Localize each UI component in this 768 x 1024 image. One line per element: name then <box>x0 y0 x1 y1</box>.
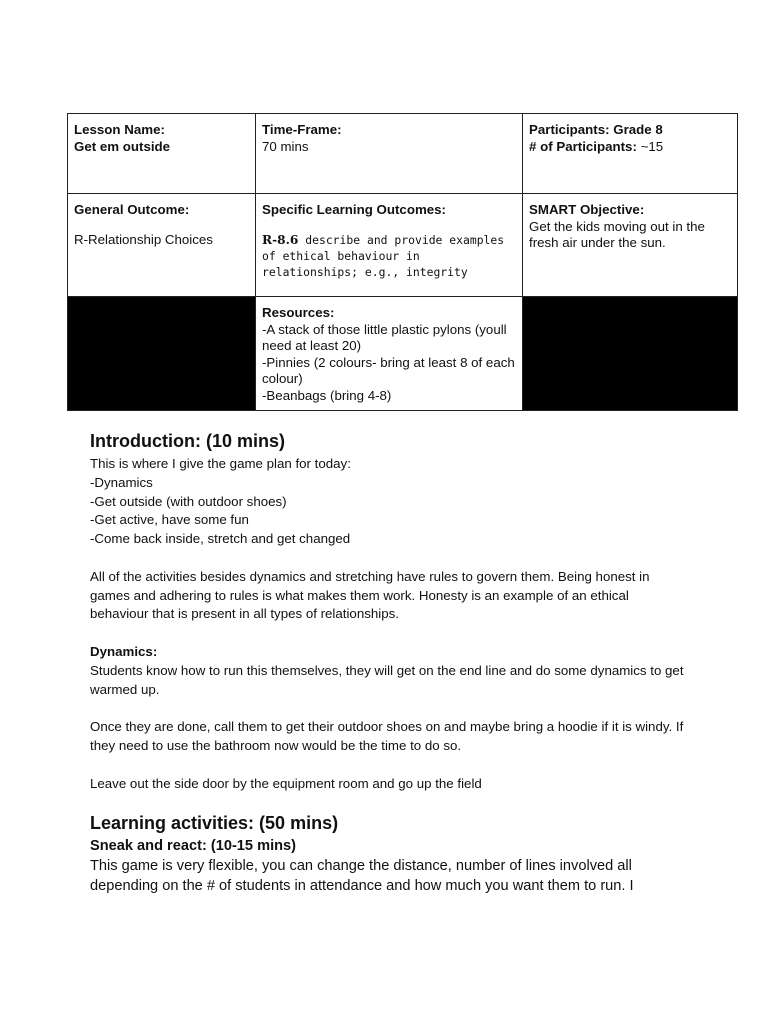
num-participants-value: ~15 <box>636 138 664 154</box>
slo-label: Specific Learning Outcomes: <box>262 202 446 217</box>
lesson-name-cell <box>68 114 256 194</box>
introduction-section <box>90 429 690 793</box>
time-frame-cell <box>256 114 523 194</box>
slo-description: describe and provide examples of ethical behaviour in relationships; e.g., integrity <box>262 232 505 279</box>
slo-cell <box>256 194 523 297</box>
outdoor-shoes-paragraph: Once they are done, call them to get their outdoor shoes on and maybe bring a hoodie if it is windy. If they need to use the bathroom now would be the time to do so. <box>90 719 684 753</box>
resources-label: Resources: <box>262 305 335 320</box>
sneak-react-heading: Sneak and react: (10-15 mins) <box>90 838 297 854</box>
resources-cell <box>256 297 523 411</box>
participants-label: Participants: Grade 8 <box>529 122 663 137</box>
smart-objective-cell <box>523 194 738 297</box>
blank-black-cell <box>68 297 256 411</box>
learning-heading: Learning activities: (50 mins) <box>90 813 339 833</box>
lesson-name-value: Get em outside <box>74 138 171 154</box>
smart-objective-label: SMART Objective: <box>529 202 645 217</box>
participants-cell <box>523 114 738 194</box>
time-frame-value: 70 mins <box>262 138 309 154</box>
lesson-name-label: Lesson Name: <box>74 122 165 137</box>
lesson-plan-table <box>67 113 738 411</box>
general-outcome-cell <box>68 194 256 297</box>
table-row <box>68 194 738 297</box>
learning-activities-section <box>90 811 690 896</box>
resource-item: -Pinnies (2 colours- bring at least 8 of each colour) <box>262 354 515 386</box>
time-frame-label: Time-Frame: <box>262 122 342 137</box>
general-outcome-label: General Outcome: <box>74 202 190 217</box>
resource-item: -A stack of those little plastic pylons (youll need at least 20) <box>262 321 507 353</box>
intro-line: -Dynamics <box>90 474 153 490</box>
introduction-heading: Introduction: (10 mins) <box>90 431 285 451</box>
num-participants-label: # of Participants: <box>529 138 637 154</box>
general-outcome-value: R-Relationship Choices <box>74 231 213 247</box>
intro-line: -Come back inside, stretch and get changed <box>90 531 351 547</box>
table-row <box>68 114 738 194</box>
honesty-paragraph: All of the activities besides dynamics and stretching have rules to govern them. Being honest in games and adhering to rules is what makes them work. Honesty is an example of an ethical behaviour that is present in all types of relationships. <box>90 568 650 622</box>
intro-line: -Get active, have some fun <box>90 512 249 528</box>
resource-item: -Beanbags (bring 4-8) <box>262 387 392 403</box>
slo-text <box>262 232 516 280</box>
slo-code: R-8.6 <box>262 232 299 247</box>
intro-line: This is where I give the game plan for today: <box>90 456 351 471</box>
smart-objective-value: Get the kids moving out in the fresh air under the sun. <box>529 218 705 250</box>
leave-paragraph: Leave out the side door by the equipment room and go up the field <box>90 775 482 791</box>
num-participants-line <box>529 139 731 156</box>
sneak-react-text: This game is very flexible, you can change the distance, number of lines involved all depending on the # of students in attendance and how much you want them to run. I <box>90 858 634 894</box>
intro-line: -Get outside (with outdoor shoes) <box>90 493 287 509</box>
table-row <box>68 297 738 411</box>
blank-black-cell <box>523 297 738 411</box>
dynamics-text: Students know how to run this themselves, they will get on the end line and do some dynamics to get warmed up. <box>90 662 684 697</box>
dynamics-heading: Dynamics: <box>90 643 158 659</box>
